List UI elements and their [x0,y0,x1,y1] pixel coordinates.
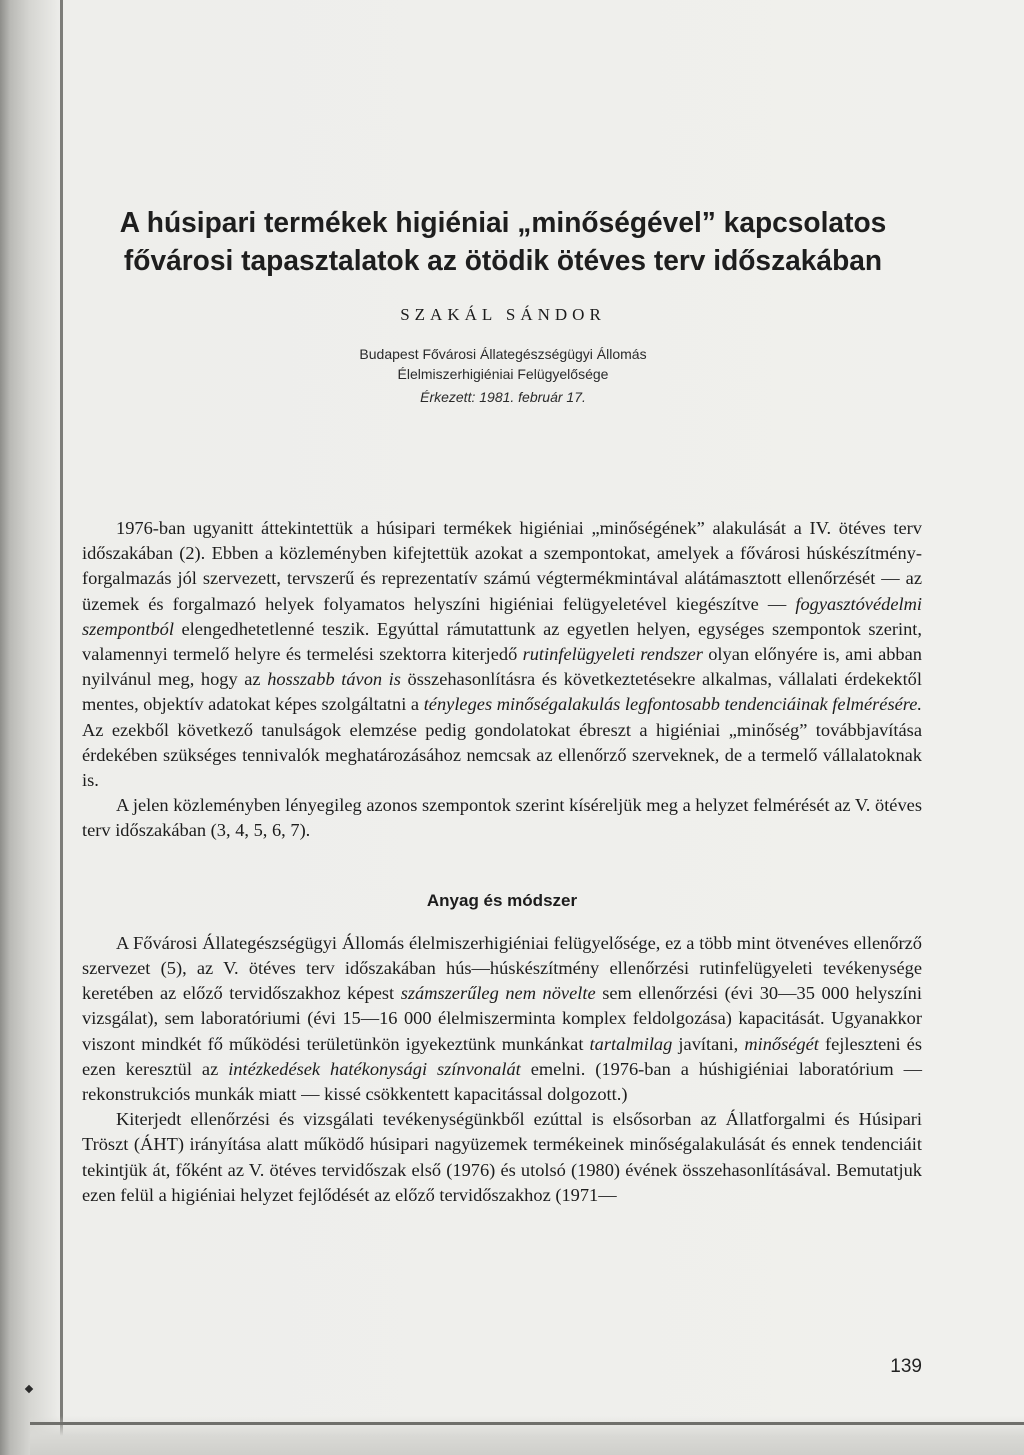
text-run: 1976-ban ugyanitt áttekintettük a húsipari termékek higiéniai „minőségének” alakulását a IV. ötéves terv időszakában (2). Ebben a közleményben kifejtettük azokat a szempontokat, amelyek a fővárosi húskészítmény-forgalmazás jól szervezett, tervszerű és reprezentatív számú végtermékmintával alátámasztott ellenőrzését — az üzemek és forgalmazó helyek folyamatos helyszíni higiéniai felügyeletével kiegészítve — [82,518,922,614]
article-title [100,204,905,280]
emphasis-run: rutinfelügyeleti rendszer [522,644,703,665]
bottom-edge-line [30,1422,1024,1425]
page-number: 139 [890,1356,922,1377]
affiliation-line-1: Budapest Fővárosi Állategészségügyi Állomás [359,346,647,362]
title-line-2: fővárosi tapasztalatok az ötödik ötéves terv időszakában [123,245,883,277]
intro-paragraph-1 [82,516,922,793]
emphasis-run: intézkedések hatékonysági színvonalát [228,1058,521,1079]
text-run: Az ezekből következő tanulságok elemzése pedig gondolatokat ébreszt a higiéniai „minőség” továbbjavítása érdekében szükséges tennivalók meghatározásához nemcsak az ellenőrző szerveknek, de a termelő vállalatoknak is. [82,719,922,791]
text-run: A Fővárosi Állategészségügyi Állomás élelmiszerhigiéniai felügyelősége, ez a több mint ötvenéves ellenőrző szervezet (5), az V. ötéves terv időszakában hús—húskészítmény ellenőrzési rutinfelügyeleti tevékenysége keretében az előző tervidőszakhoz képest [82,932,922,1004]
text-run: sem ellenőrzési (évi 30—35 000 helyszíni vizsgálat), sem laboratóriumi (évi 15—16 000 élelmiszerminta komplex feldolgozása) kapacitását. Ugyanakkor viszont mindkét fő működési területünkön igyekeztünk munkánkat [82,983,922,1054]
received-date: Érkezett: 1981. február 17. [420,389,586,405]
text-run: emelni. (1976-ban a húshigiéniai laboratórium — rekonstrukciós munkák miatt — kissé csökkentett kapacitással dolgozott.) [82,1058,923,1105]
section-heading-methods: Anyag és módszer [426,890,578,910]
book-spine-shadow [0,0,62,1455]
emphasis-run: tartalmilag [589,1033,673,1054]
author-name: SZAKÁL SÁNDOR [400,305,606,324]
emphasis-run: fogyasztóvédelmi szempontból [82,593,922,639]
emphasis-run: számszerűleg nem növelte [400,983,596,1004]
title-line-1: A húsipari termékek higiéniai „minőségével” kapcsolatos [119,207,887,239]
emphasis-run: tényleges minőségalakulás legfontosabb tendenciáinak felmérésére. [423,694,922,715]
binding-edge-line [60,0,63,1455]
emphasis-run: hosszabb távon is [267,669,401,690]
text-run: fejleszteni és ezen keresztül az [82,1033,922,1079]
article-body [82,516,922,1208]
affiliation [88,344,918,384]
methods-paragraph-2: Kiterjedt ellenőrzési és vizsgálati tevékenységünkből ezúttal is elsősorban az Állatforgalmi és Húsipari Tröszt (ÁHT) irányítása alatt működő húsipari nagyüzemek termékeinek minőségalakulását és ennek tendenciáit tekintjük át, főként az V. ötéves tervidőszak első (1976) és utolsó (1980) évének összehasonlításával. Bemutatjuk ezen felül a higiéniai helyzet fejlődését az előző tervidőszakhoz (1971— [82,1109,922,1205]
text-run: elengedhetetlenné teszik. Egyúttal rámutattunk az egyetlen helyen, egységes szempontok szerint, valamennyi termelő helyre és termelési szektorra kiterjedő [82,618,922,665]
text-run: olyan előnyére is, ami abban nyilvánul meg, hogy az [82,644,922,690]
text-run: összehasonlításra és következtetésekre alkalmas, vállalati érdekektől mentes, objektív adatokat képes szolgáltatni a [82,669,922,715]
affiliation-line-2: Élelmiszerhigiéniai Felügyelősége [397,366,609,382]
intro-paragraph-2: A jelen közleményben lényegileg azonos szempontok szerint kíséreljük meg a helyzet felmérését az V. ötéves terv időszakában (3, 4, 5, 6, 7). [82,795,922,841]
methods-paragraph-1 [82,931,922,1107]
text-run: javítani, [672,1033,745,1054]
emphasis-run: minőségét [744,1033,819,1054]
